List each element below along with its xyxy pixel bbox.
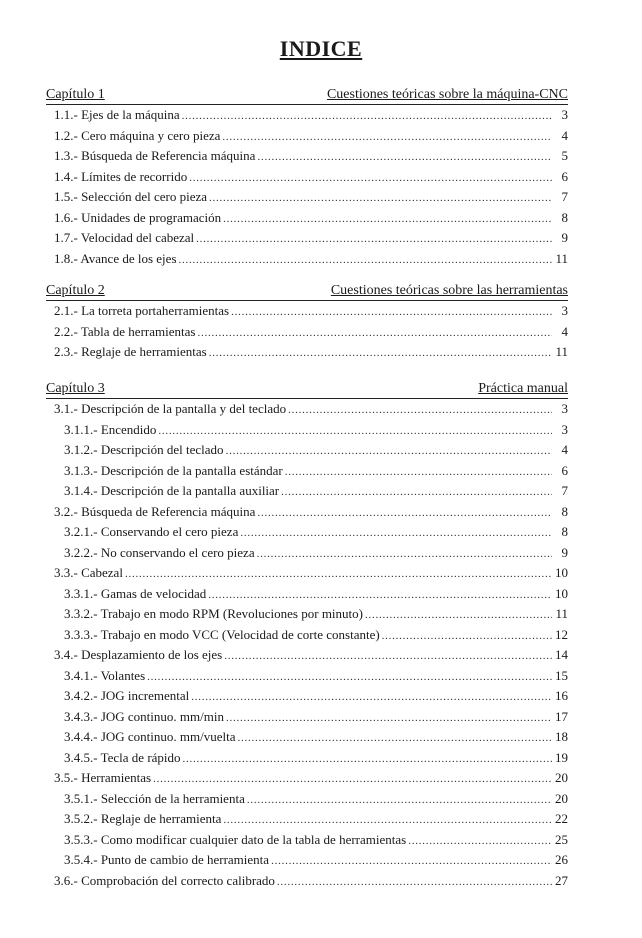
toc-entry-page: 4 xyxy=(561,442,568,457)
toc-entry-page: 12 xyxy=(555,626,568,642)
toc-entry[interactable] xyxy=(46,584,568,605)
toc-entry[interactable] xyxy=(46,830,568,851)
dot-leader xyxy=(196,228,552,250)
dot-leader xyxy=(257,146,552,168)
toc-entry-page: 8 xyxy=(561,524,568,539)
toc-entry-page: 9 xyxy=(561,230,568,245)
toc-entry-title: 1.6.- Unidades de programación xyxy=(54,209,222,225)
toc-entry-page: 3 xyxy=(561,421,568,437)
toc-entry-page: 4 xyxy=(561,127,568,143)
toc-entry-title: 3.3.- Cabezal xyxy=(54,565,123,580)
chapter-3-section xyxy=(46,380,568,891)
toc-entry-title: 2.2.- Tabla de herramientas xyxy=(54,323,196,339)
dot-leader xyxy=(197,322,552,344)
chapter-1-section xyxy=(46,86,568,269)
dot-leader xyxy=(271,850,552,872)
toc-entry-page: 10 xyxy=(555,565,568,580)
toc-entry[interactable] xyxy=(46,399,568,420)
toc-entry[interactable] xyxy=(46,461,568,482)
toc-entry-page: 16 xyxy=(555,688,568,703)
toc-entry-page: 26 xyxy=(555,852,568,867)
toc-entry-page: 6 xyxy=(561,168,568,184)
dot-leader xyxy=(182,105,552,127)
toc-entry[interactable] xyxy=(46,167,568,188)
toc-entry[interactable] xyxy=(46,727,568,748)
dot-leader xyxy=(147,666,552,688)
toc-entry[interactable] xyxy=(46,789,568,810)
toc-entry-page: 22 xyxy=(555,811,568,826)
dot-leader xyxy=(408,830,552,852)
toc-entry[interactable] xyxy=(46,228,568,249)
toc-entry-page: 27 xyxy=(555,872,568,888)
toc-entry[interactable] xyxy=(46,809,568,830)
chapter-2-section xyxy=(46,282,568,363)
dot-leader xyxy=(277,871,552,893)
dot-leader xyxy=(247,789,552,811)
toc-entry[interactable] xyxy=(46,208,568,229)
toc-entry[interactable] xyxy=(46,126,568,147)
chapter-label: Capítulo 2 xyxy=(46,283,105,298)
chapter-subtitle: Cuestiones teóricas sobre las herramientas xyxy=(330,283,568,298)
toc-entry-title: 3.5.- Herramientas xyxy=(54,770,152,785)
toc-entry-title: 2.3.- Reglaje de herramientas xyxy=(54,344,207,359)
toc-entry-title: 3.4.3.- JOG continuo. mm/min xyxy=(64,708,224,724)
chapter-label: Capítulo 3 xyxy=(46,381,105,396)
dot-leader xyxy=(191,686,552,708)
toc-entry[interactable] xyxy=(46,666,568,687)
toc-entry-title: 3.5.4.- Punto de cambio de herramienta xyxy=(64,852,270,867)
dot-leader xyxy=(226,707,552,729)
toc-entry[interactable] xyxy=(46,707,568,728)
toc-entry[interactable] xyxy=(46,522,568,543)
toc-entry-page: 7 xyxy=(561,483,568,498)
dot-leader xyxy=(224,645,552,667)
toc-entry-page: 25 xyxy=(555,831,568,847)
dot-leader xyxy=(257,502,552,524)
toc-entry-page: 6 xyxy=(561,462,568,478)
toc-entry-page: 15 xyxy=(555,667,568,683)
dot-leader xyxy=(365,604,552,626)
chapter-header xyxy=(46,282,568,301)
toc-entry[interactable] xyxy=(46,301,568,322)
toc-entry-title: 1.4.- Límites de recorrido xyxy=(54,168,188,184)
toc-entry-page: 8 xyxy=(561,209,568,225)
chapter-label: Capítulo 1 xyxy=(46,87,105,102)
toc-entry-page: 9 xyxy=(561,544,568,560)
toc-entry[interactable] xyxy=(46,249,568,270)
toc-entry-title: 3.4.- Desplazamiento de los ejes xyxy=(54,647,223,662)
toc-entry-title: 3.5.2.- Reglaje de herramienta xyxy=(64,811,222,826)
dot-leader xyxy=(153,768,552,790)
toc-entry-title: 3.3.3.- Trabajo en modo VCC (Velocidad de corte constante) xyxy=(64,626,380,642)
chapter-header xyxy=(46,380,568,399)
toc-entry-page: 11 xyxy=(555,344,568,359)
toc-entry-title: 1.3.- Búsqueda de Referencia máquina xyxy=(54,148,256,163)
dot-leader xyxy=(231,301,552,323)
chapter-subtitle: Cuestiones teóricas sobre la máquina-CNC xyxy=(326,87,568,102)
page-title: INDICE xyxy=(279,36,363,61)
toc-entry-title: 3.3.2.- Trabajo en modo RPM (Revoluciones por minuto) xyxy=(64,606,363,621)
toc-entry-title: 3.1.3.- Descripción de la pantalla estándar xyxy=(64,462,283,478)
toc-entry-title: 1.5.- Selección del cero pieza xyxy=(54,189,208,204)
dot-leader xyxy=(240,522,552,544)
toc-entry[interactable] xyxy=(46,748,568,769)
toc-entry[interactable] xyxy=(46,146,568,167)
toc-entry-page: 20 xyxy=(555,790,568,806)
toc-entry-title: 3.4.2.- JOG incremental xyxy=(64,688,190,703)
toc-entry[interactable] xyxy=(46,420,568,441)
toc-entry-title: 3.1.1.- Encendido xyxy=(64,421,157,437)
toc-entry-page: 14 xyxy=(555,647,568,662)
toc-entry[interactable] xyxy=(46,543,568,564)
toc-entry-title: 3.2.2.- No conservando el cero pieza xyxy=(64,544,255,560)
dot-leader xyxy=(223,809,552,831)
dot-leader xyxy=(209,187,552,209)
toc-entry[interactable] xyxy=(46,850,568,871)
toc-entry-page: 20 xyxy=(555,770,568,785)
toc-entry[interactable] xyxy=(46,768,568,789)
toc-entry-title: 1.7.- Velocidad del cabezal xyxy=(54,230,195,245)
toc-entry[interactable] xyxy=(46,563,568,584)
toc-entry-page: 3 xyxy=(561,401,568,416)
dot-leader xyxy=(226,440,552,462)
toc-entry-title: 3.4.4.- JOG continuo. mm/vuelta xyxy=(64,729,236,744)
toc-entry-page: 7 xyxy=(561,189,568,204)
dot-leader xyxy=(209,342,552,364)
chapter-subtitle: Práctica manual xyxy=(478,381,568,396)
dot-leader xyxy=(382,625,552,647)
toc-entry-page: 18 xyxy=(555,729,568,744)
toc-entry[interactable] xyxy=(46,105,568,126)
dot-leader xyxy=(281,481,552,503)
dot-leader xyxy=(257,543,552,565)
toc-entry[interactable] xyxy=(46,481,568,502)
toc-entry-title: 3.1.2.- Descripción del teclado xyxy=(64,442,224,457)
toc-entry[interactable] xyxy=(46,322,568,343)
dot-leader xyxy=(179,249,553,271)
toc-entry-page: 17 xyxy=(555,708,568,724)
toc-entry-title: 3.1.4.- Descripción de la pantalla auxiliar xyxy=(64,483,280,498)
chapter-header xyxy=(46,86,568,105)
toc-entry-title: 1.8.- Avance de los ejes xyxy=(54,250,177,266)
toc-entry-page: 5 xyxy=(561,148,568,163)
dot-leader xyxy=(208,584,552,606)
toc-entry[interactable] xyxy=(46,342,568,363)
toc-entry[interactable] xyxy=(46,440,568,461)
toc-entry-title: 3.1.- Descripción de la pantalla y del teclado xyxy=(54,401,287,416)
dot-leader xyxy=(125,563,552,585)
dot-leader xyxy=(285,461,552,483)
toc-entry-page: 8 xyxy=(561,503,568,519)
dot-leader xyxy=(223,208,552,230)
dot-leader xyxy=(288,399,552,421)
toc-entry[interactable] xyxy=(46,502,568,523)
dot-leader xyxy=(189,167,552,189)
toc-entry[interactable] xyxy=(46,645,568,666)
toc-entry-title: 3.4.5.- Tecla de rápido xyxy=(64,749,181,765)
dot-leader xyxy=(222,126,552,148)
toc-entry-title: 3.4.1.- Volantes xyxy=(64,667,146,683)
dot-leader xyxy=(238,727,552,749)
toc-entry-title: 2.1.- La torreta portaherramientas xyxy=(54,303,230,318)
toc-entry-page: 3 xyxy=(561,107,568,122)
toc-entry-page: 19 xyxy=(555,749,568,765)
toc-entry[interactable] xyxy=(46,686,568,707)
toc-entry-page: 11 xyxy=(555,606,568,621)
toc-entry-page: 4 xyxy=(561,323,568,339)
toc-entry-title: 3.6.- Comprobación del correcto calibrado xyxy=(54,872,275,888)
toc-entry-title: 1.2.- Cero máquina y cero pieza xyxy=(54,127,221,143)
toc-entry-title: 3.5.1.- Selección de la herramienta xyxy=(64,790,245,806)
toc-entry[interactable] xyxy=(46,604,568,625)
toc-entry[interactable] xyxy=(46,625,568,646)
toc-entry-title: 3.5.3.- Como modificar cualquier dato de la tabla de herramientas xyxy=(64,831,407,847)
toc-entry-title: 1.1.- Ejes de la máquina xyxy=(54,107,180,122)
toc-entry-page: 11 xyxy=(555,250,568,266)
toc-entry-title: 3.2.- Búsqueda de Referencia máquina xyxy=(54,503,256,519)
dot-leader xyxy=(183,748,552,770)
toc-entry-title: 3.3.1.- Gamas de velocidad xyxy=(64,585,207,601)
toc-entry-page: 3 xyxy=(561,303,568,318)
dot-leader xyxy=(158,420,552,442)
toc-entry[interactable] xyxy=(46,871,568,892)
toc-entry[interactable] xyxy=(46,187,568,208)
toc-entry-page: 10 xyxy=(555,585,568,601)
toc-entry-title: 3.2.1.- Conservando el cero pieza xyxy=(64,524,239,539)
